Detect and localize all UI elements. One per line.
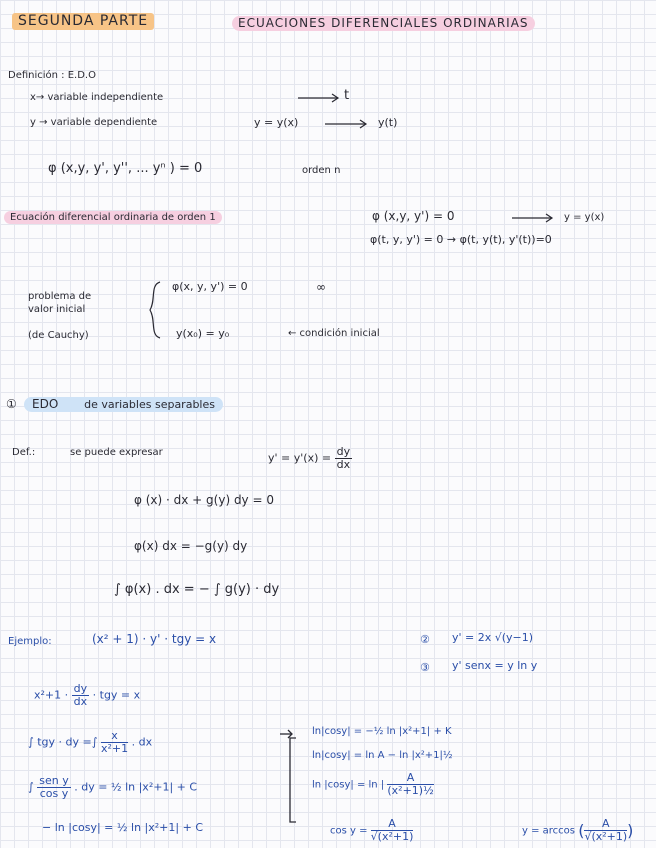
result-final-left: y = arccos: [522, 825, 575, 837]
section-title-a: EDO: [32, 397, 59, 411]
solution-step1-num: dy: [73, 682, 88, 695]
infinite-solutions: ∞: [316, 280, 326, 294]
first-order-eq2: φ(t, y, y') = 0 → φ(t, y(t), y'(t))=0: [370, 233, 552, 246]
dy-dx-numerator: dy: [336, 445, 351, 458]
result-line2: ln|cosy| = ln A − ln |x²+1|½: [312, 750, 453, 761]
cauchy-label-1: problema de: [28, 291, 92, 302]
page-subtitle: ECUACIONES DIFERENCIALES ORDINARIAS: [232, 16, 535, 31]
solution-step1-left: x²+1 ·: [34, 688, 69, 702]
result-line3-den: (x²+1)½: [387, 784, 434, 798]
solution-step3-den: cos y: [39, 787, 69, 801]
definition-line2-result: y(t): [378, 116, 398, 129]
def-text: se puede expresar: [70, 447, 163, 458]
general-equation: φ (x,y, y', y'', ... yⁿ ) = 0: [48, 161, 203, 176]
first-order-label: Ecuación diferencial ordinaria de orden 1: [4, 211, 222, 224]
solution-step3-fraction: [37, 775, 70, 800]
result-line4: [330, 818, 413, 843]
definition-line1-result: t: [344, 88, 350, 103]
example-3-number: ③: [420, 661, 430, 674]
solution-step1-den: dx: [73, 695, 88, 709]
result-line4-den: √(x²+1): [370, 830, 414, 844]
separable-step3: ∫ φ(x) . dx = − ∫ g(y) · dy: [114, 582, 280, 597]
paren-close: ): [627, 820, 634, 840]
solution-step3-left: ∫: [28, 780, 34, 794]
solution-step2-fraction: [101, 730, 128, 755]
result-line4-num: A: [371, 818, 414, 831]
solution-step1-right: · tgy = x: [92, 688, 141, 702]
solution-step3-num: sen y: [39, 774, 69, 787]
result-line3-left: ln |cosy| = ln |: [312, 779, 385, 791]
definition-line1: x→ variable independiente: [30, 92, 164, 103]
section-number: ①: [6, 397, 17, 411]
example-label: Ejemplo:: [8, 636, 52, 647]
def-equation: [268, 446, 352, 471]
example-2-number: ②: [420, 633, 430, 646]
example-3-equation: y' senx = y ln y: [452, 659, 538, 672]
solution-step3-right: . dy = ½ ln |x²+1| + C: [74, 780, 198, 794]
dy-dx-denominator: dx: [336, 458, 351, 472]
paren-open: (: [578, 820, 585, 840]
result-line3-num: A: [387, 772, 433, 785]
def-eq-text: y' = y'(x) =: [268, 451, 332, 465]
section-title-b: de variables separables: [84, 398, 215, 411]
solution-step1: [34, 683, 140, 708]
solution-step2-left: ∫ tgy · dy =∫: [28, 735, 98, 749]
section-title: [24, 397, 223, 412]
initial-condition-note: ← condición inicial: [288, 328, 380, 339]
result-final-den: √(x²+1): [584, 830, 628, 844]
result-final-num: A: [584, 818, 627, 831]
cauchy-label-3: (de Cauchy): [28, 330, 89, 341]
solution-step2-right: . dx: [131, 735, 153, 749]
page-title: SEGUNDA PARTE: [12, 13, 154, 30]
cauchy-label-2: valor inicial: [28, 304, 86, 315]
result-line1: ln|cosy| = −½ ln |x²+1| + K: [312, 726, 452, 737]
solution-step2: [28, 730, 152, 755]
cauchy-eq1: φ(x, y, y') = 0: [172, 280, 248, 293]
definition-label: Definición : E.D.O: [8, 70, 96, 81]
cauchy-eq2: y(x₀) = y₀: [176, 327, 230, 340]
solution-step4: − ln |cosy| = ½ ln |x²+1| + C: [42, 821, 203, 834]
separable-step2: φ(x) dx = −g(y) dy: [134, 539, 248, 553]
result-line3-fraction: [387, 772, 433, 797]
result-line3: [312, 772, 434, 797]
solution-step1-fraction: [72, 683, 90, 708]
definition-line2: y → variable dependiente: [30, 117, 158, 128]
result-line4-left: cos y =: [330, 825, 368, 837]
dy-dx-fraction: [335, 446, 353, 471]
first-order-eq1: φ (x,y, y') = 0: [372, 209, 455, 223]
order-label: orden n: [302, 165, 341, 176]
result-final: [522, 818, 633, 843]
result-line4-fraction: [371, 818, 414, 843]
def-label: Def.:: [12, 447, 36, 458]
solution-step2-num: x: [101, 730, 128, 743]
result-final-fraction: [584, 818, 627, 843]
solution-step2-den: x²+1: [100, 742, 129, 756]
separable-step1: φ (x) · dx + g(y) dy = 0: [134, 493, 274, 507]
solution-step3: [28, 775, 197, 800]
example-2-equation: y' = 2x √(y−1): [452, 631, 534, 644]
definition-line2-mid: y = y(x): [254, 116, 299, 129]
first-order-eq1-result: y = y(x): [564, 212, 605, 223]
example-main-equation: (x² + 1) · y' · tgy = x: [92, 632, 217, 646]
